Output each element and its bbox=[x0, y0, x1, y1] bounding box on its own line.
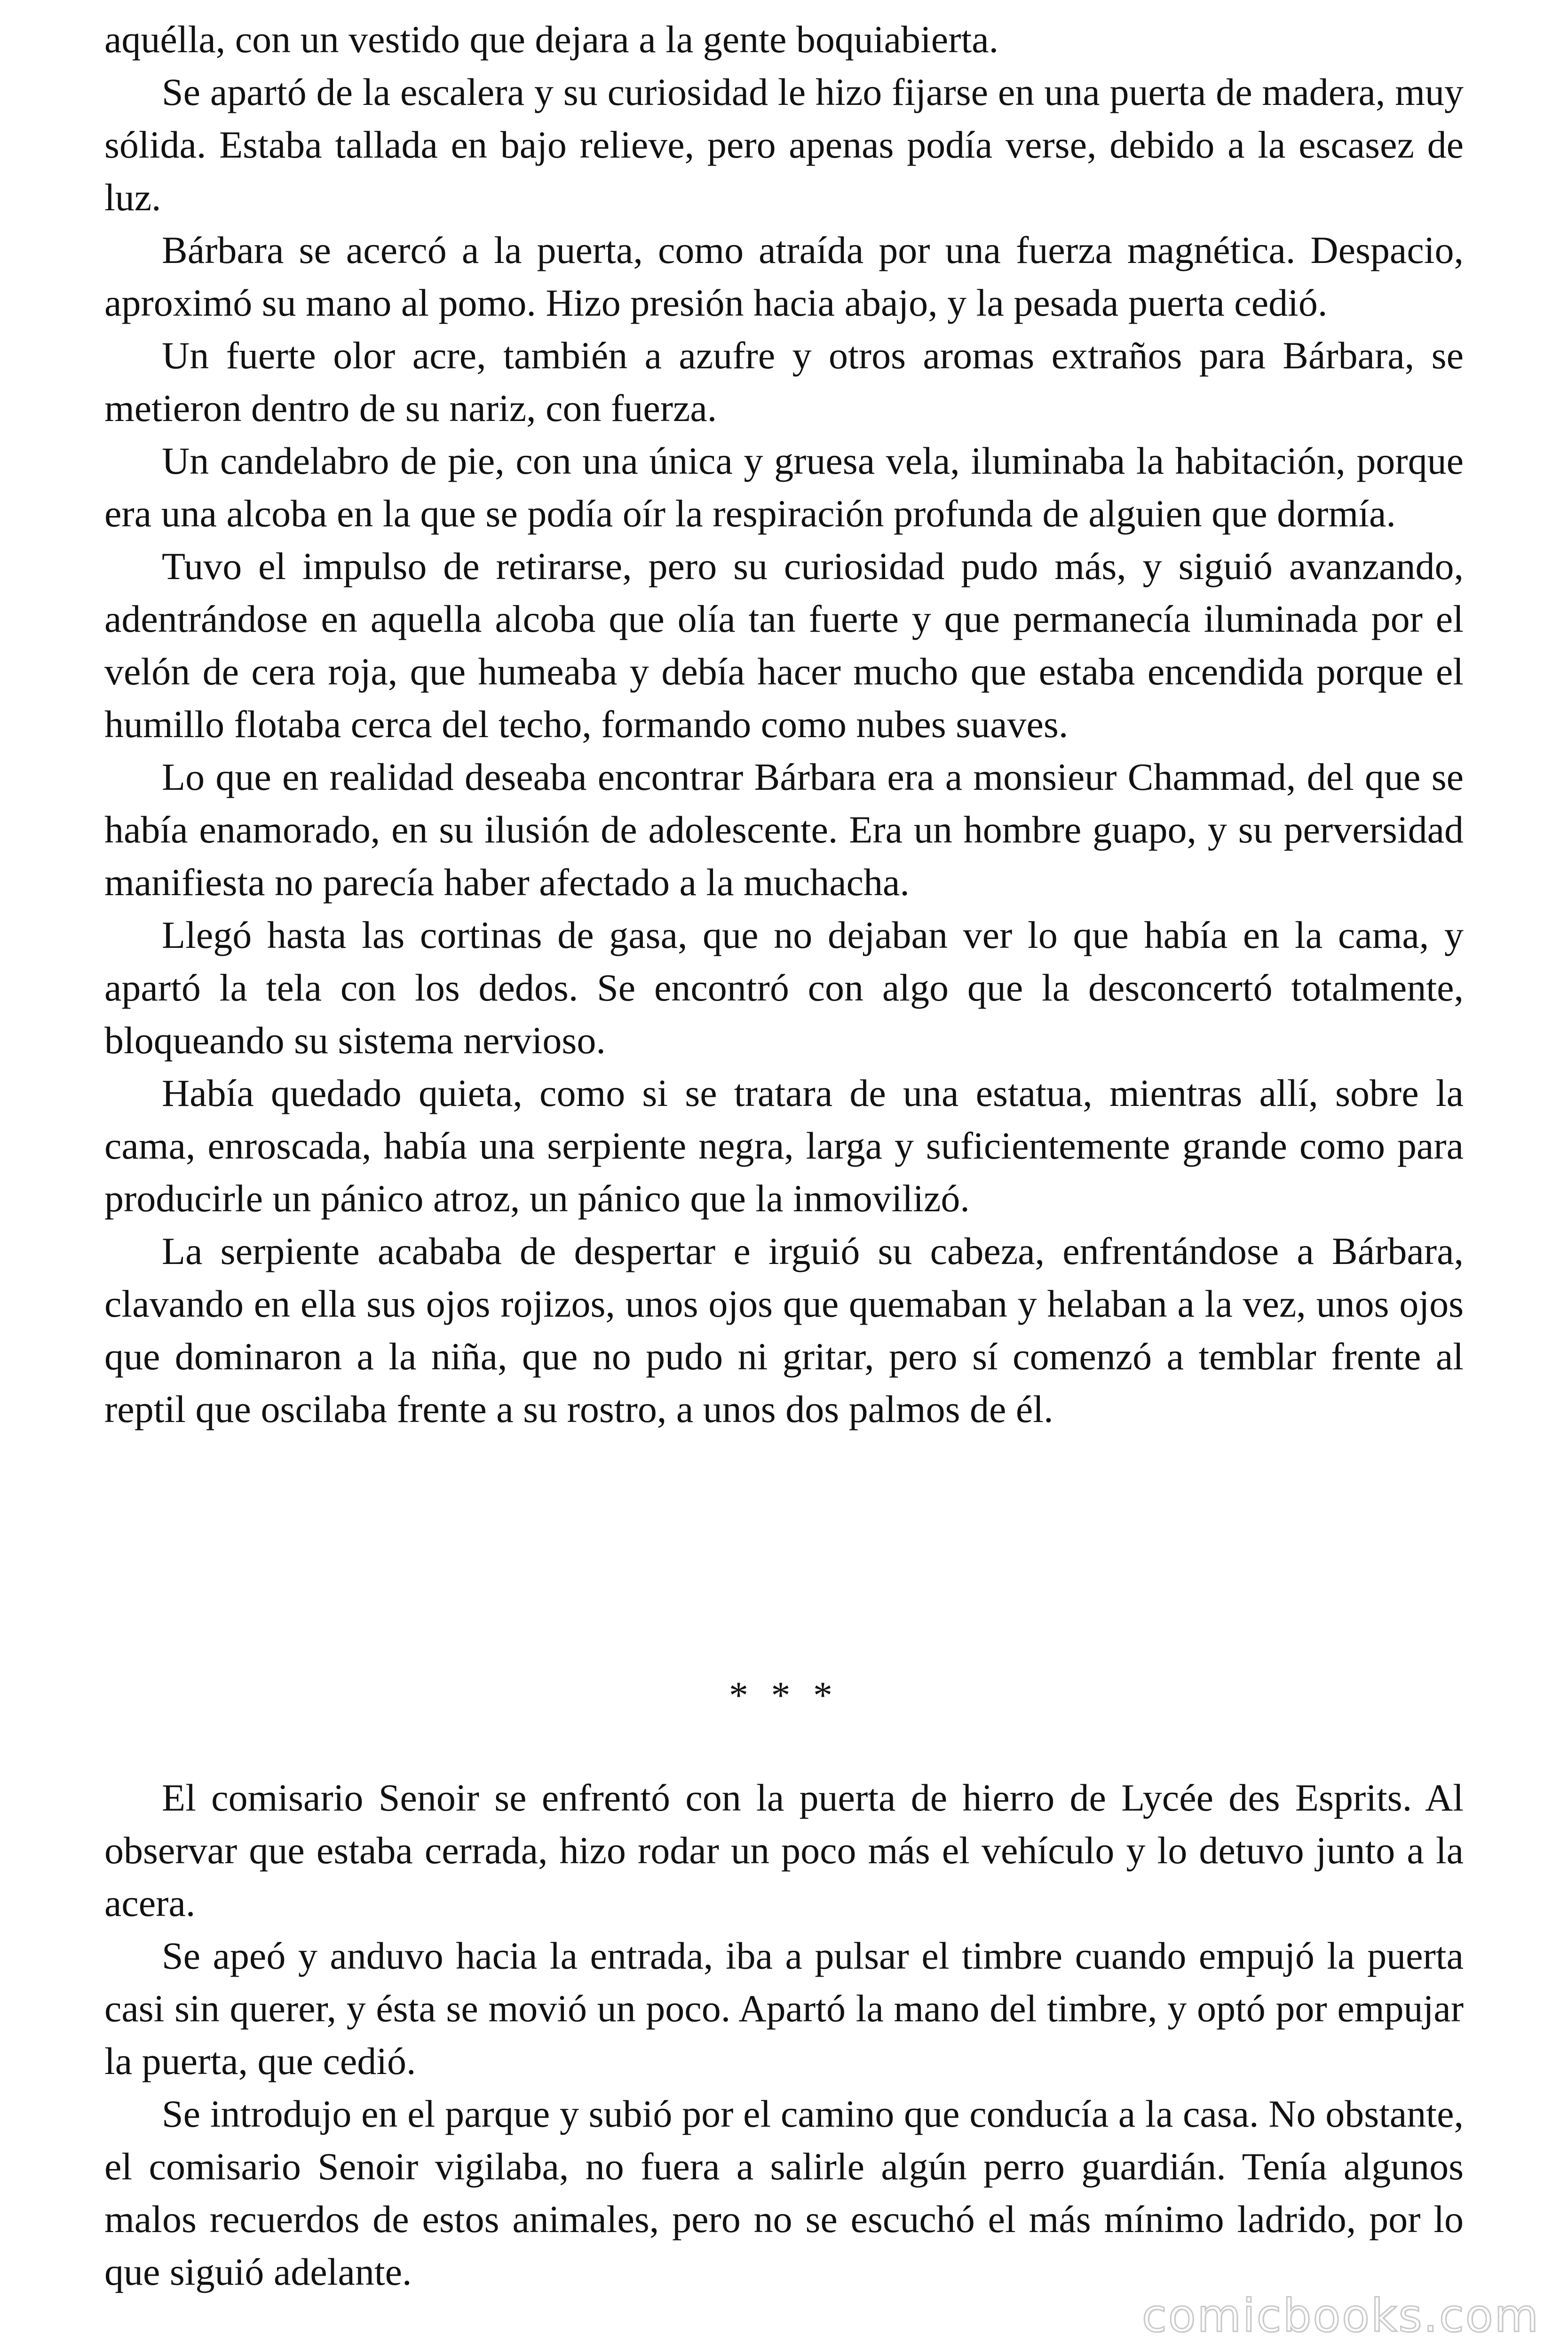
paragraph: Se introdujo en el parque y subió por el camino que conducía a la casa. No obstante, el comisario Senoir vigilaba, no fuera a salirle algún perro guardián. Tenía algunos malos recuerdos de estos animales, pero no se escuchó el más mínimo ladrido, por lo que siguió adelante. bbox=[104, 2092, 1464, 2293]
paragraph: Un fuerte olor acre, también a azufre y otros aromas extraños para Bárbara, se metieron dentro de su nariz, con fuerza. bbox=[104, 334, 1464, 429]
chapter-text-part-two bbox=[104, 1772, 1464, 2298]
paragraph: Bárbara se acercó a la puerta, como atraída por una fuerza magnética. Despacio, aproximó su mano al pomo. Hizo presión hacia abajo, y la pesada puerta cedió. bbox=[104, 229, 1464, 324]
paragraph: Se apeó y anduvo hacia la entrada, iba a pulsar el timbre cuando empujó la puerta casi sin querer, y ésta se movió un poco. Apartó la mano del timbre, y optó por empujar la puerta, que cedió. bbox=[104, 1934, 1464, 2082]
paragraph: Llegó hasta las cortinas de gasa, que no dejaban ver lo que había en la cama, y apartó la tela con los dedos. Se encontró con algo que la desconcertó totalmente, bloqueando su sistema nervioso. bbox=[104, 914, 1464, 1062]
paragraph: Se apartó de la escalera y su curiosidad le hizo fijarse en una puerta de madera, muy sólida. Estaba tallada en bajo relieve, pero apenas podía verse, debido a la escasez de luz. bbox=[104, 71, 1464, 219]
site-watermark: comicbooks.com bbox=[1141, 2289, 1540, 2342]
chapter-text-part-one bbox=[104, 13, 1464, 1436]
paragraph: Lo que en realidad deseaba encontrar Bárbara era a monsieur Chammad, del que se había enamorado, en su ilusión de adolescente. Era un hombre guapo, y su perversidad manifiesta no parecía haber afectado a la muchacha. bbox=[104, 755, 1464, 904]
paragraph: Tuvo el impulso de retirarse, pero su curiosidad pudo más, y siguió avanzando, adentrándose en aquella alcoba que olía tan fuerte y que permanecía iluminada por el velón de cera roja, que humeaba y debía hacer mucho que estaba encendida porque el humillo flotaba cerca del techo, formando como nubes suaves. bbox=[104, 545, 1464, 746]
paragraph: Un candelabro de pie, con una única y gruesa vela, iluminaba la habitación, porque era una alcoba en la que se podía oír la respiración profunda de alguien que dormía. bbox=[104, 439, 1464, 535]
scene-break-asterisks: * * * bbox=[729, 1674, 839, 1716]
paragraph: Había quedado quieta, como si se tratara de una estatua, mientras allí, sobre la cama, enroscada, había una serpiente negra, larga y suficientemente grande como para producirle un pánico atroz, un pánico que la inmovilizó. bbox=[104, 1072, 1464, 1220]
paragraph: La serpiente acababa de despertar e irguió su cabeza, enfrentándose a Bárbara, clavando en ella sus ojos rojizos, unos ojos que quemaban y helaban a la vez, unos ojos que dominaron a la niña, que no pudo ni gritar, pero sí comenzó a temblar frente al reptil que oscilaba frente a su rostro, a unos dos palmos de él. bbox=[104, 1230, 1464, 1430]
paragraph: aquélla, con un vestido que dejara a la gente boquiabierta. bbox=[104, 18, 999, 61]
paragraph: El comisario Senoir se enfrentó con la puerta de hierro de Lycée des Esprits. Al observar que estaba cerrada, hizo rodar un poco más el vehículo y lo detuvo junto a la acera. bbox=[104, 1776, 1464, 1924]
